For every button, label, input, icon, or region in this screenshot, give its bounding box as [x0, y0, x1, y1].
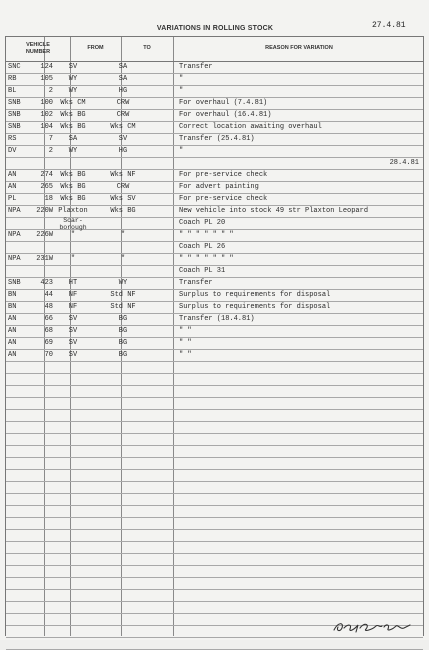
- vehicle-number: 100: [40, 99, 53, 107]
- vehicle-number: 68: [44, 327, 53, 335]
- vehicle-number: 7: [48, 135, 53, 143]
- to-location: ": [120, 255, 126, 263]
- vehicle-number: 226W: [36, 231, 53, 239]
- from-location: ": [70, 255, 76, 263]
- to-location: Std NF: [110, 291, 136, 299]
- vehicle-code: PL: [8, 195, 17, 203]
- reason-text: " ": [179, 327, 192, 335]
- column-header-to: TO: [143, 45, 151, 51]
- vehicle-code: SNB: [8, 279, 21, 287]
- reason-text: " ": [179, 351, 192, 359]
- reason-text: New vehicle into stock 49 str Plaxton Leopard: [179, 207, 369, 215]
- from-location: WY: [68, 75, 78, 83]
- reason-text: " ": [179, 339, 192, 347]
- to-location: HG: [118, 87, 128, 95]
- reason-text: For advert painting: [179, 183, 259, 191]
- variations-table: [5, 36, 424, 636]
- table-row: [6, 637, 423, 650]
- to-location: HG: [118, 147, 128, 155]
- vehicle-code: SNB: [8, 123, 21, 131]
- reason-text: For pre-service check: [179, 171, 268, 179]
- column-header-reason: REASON FOR VARIATION: [265, 45, 333, 51]
- to-location: CRW: [116, 99, 130, 107]
- vehicle-code: BN: [8, 303, 17, 311]
- from-location: SV: [68, 339, 78, 347]
- reason-text: Surplus to requirements for disposal: [179, 303, 331, 311]
- vehicle-code: NPA: [8, 231, 21, 239]
- reason-text: ": [179, 87, 184, 95]
- reason-text: " " " " " " ": [179, 231, 234, 239]
- reason-text: Coach PL 20: [179, 219, 226, 227]
- reason-text: ": [179, 75, 184, 83]
- reason-text: ": [179, 147, 184, 155]
- vehicle-code: AN: [8, 171, 17, 179]
- to-location: WY: [118, 279, 128, 287]
- reason-text: Coach PL 31: [179, 267, 226, 275]
- vehicle-code: NPA: [8, 255, 21, 263]
- to-location: Wks SV: [110, 195, 136, 203]
- to-location: Wks BG: [110, 207, 136, 215]
- from-location: SV: [68, 315, 78, 323]
- reason-text: Coach PL 26: [179, 243, 226, 251]
- document-title: VARIATIONS IN ROLLING STOCK: [156, 25, 274, 32]
- reason-text: " " " " " " ": [179, 255, 234, 263]
- vehicle-number: 423: [40, 279, 53, 287]
- reason-text: Transfer: [179, 63, 213, 71]
- to-location: CRW: [116, 111, 130, 119]
- from-location: Wks BG: [60, 171, 86, 179]
- from-location: ": [70, 231, 76, 239]
- to-location: SA: [118, 75, 128, 83]
- to-location: SA: [118, 63, 128, 71]
- from-location: NF: [68, 303, 78, 311]
- vehicle-code: BL: [8, 87, 17, 95]
- vehicle-number: 265: [40, 183, 53, 191]
- from-location: SV: [68, 351, 78, 359]
- vehicle-code: NPA: [8, 207, 21, 215]
- vehicle-number: 124: [40, 63, 53, 71]
- vehicle-code: SNC: [8, 63, 21, 71]
- vehicle-number: 2: [48, 147, 53, 155]
- to-location: Wks CM: [110, 123, 136, 131]
- vehicle-code: SNB: [8, 111, 21, 119]
- to-location: BG: [118, 315, 128, 323]
- vehicle-number: 104: [40, 123, 53, 131]
- vehicle-code: RS: [8, 135, 17, 143]
- vehicle-code: RB: [8, 75, 17, 83]
- document-date: 27.4.81: [372, 21, 406, 30]
- from-location: Plaxton: [58, 207, 88, 215]
- to-location: BG: [118, 339, 128, 347]
- from-location: WY: [68, 87, 78, 95]
- reason-text: Transfer (18.4.81): [179, 315, 255, 323]
- handwritten-signature: [330, 616, 420, 636]
- from-location: WY: [68, 147, 78, 155]
- to-location: CRW: [116, 183, 130, 191]
- vehicle-number: 102: [40, 111, 53, 119]
- vehicle-number: 274: [40, 171, 53, 179]
- reason-text: Transfer: [179, 279, 213, 287]
- reason-text: Correct location awaiting overhaul: [179, 123, 322, 131]
- vehicle-number: 44: [44, 291, 53, 299]
- to-location: SV: [118, 135, 128, 143]
- vehicle-code: AN: [8, 315, 17, 323]
- to-location: BG: [118, 351, 128, 359]
- from-location: Wks BG: [60, 195, 86, 203]
- vehicle-number: 220W: [36, 207, 53, 215]
- vehicle-code: AN: [8, 327, 17, 335]
- vehicle-number: 18: [44, 195, 53, 203]
- vehicle-code: AN: [8, 339, 17, 347]
- reason-text: For overhaul (16.4.81): [179, 111, 272, 119]
- vehicle-code: BN: [8, 291, 17, 299]
- vehicle-number: 231W: [36, 255, 53, 263]
- to-location: Std NF: [110, 303, 136, 311]
- table-header: [6, 37, 423, 62]
- vehicle-number: 2: [48, 87, 53, 95]
- from-location: Wks BG: [60, 111, 86, 119]
- from-location: SV: [68, 327, 78, 335]
- to-location: ": [120, 231, 126, 239]
- to-location: Wks NF: [110, 171, 136, 179]
- vehicle-number: 69: [44, 339, 53, 347]
- from-location: Wks BG: [60, 183, 86, 191]
- from-location: SV: [68, 63, 78, 71]
- to-location: BG: [118, 327, 128, 335]
- vehicle-number: 66: [44, 315, 53, 323]
- vehicle-code: AN: [8, 351, 17, 359]
- vehicle-number: 48: [44, 303, 53, 311]
- from-location: HT: [68, 279, 78, 287]
- vehicle-number: 70: [44, 351, 53, 359]
- from-location: Wks BG: [60, 123, 86, 131]
- column-header-vehicle: VEHICLE NUMBER: [25, 42, 51, 55]
- vehicle-code: SNB: [8, 99, 21, 107]
- vehicle-code: AN: [8, 183, 17, 191]
- column-header-from: FROM: [87, 45, 104, 51]
- reason-text: Transfer (25.4.81): [179, 135, 255, 143]
- from-location: SA: [68, 135, 78, 143]
- from-location: NF: [68, 291, 78, 299]
- reason-text: For pre-service check: [179, 195, 268, 203]
- from-location: Scar- borough: [59, 217, 87, 231]
- section-date: 28.4.81: [389, 159, 419, 167]
- from-location: Wks CM: [60, 99, 86, 107]
- reason-text: Surplus to requirements for disposal: [179, 291, 331, 299]
- reason-text: For overhaul (7.4.81): [179, 99, 268, 107]
- vehicle-code: DV: [8, 147, 17, 155]
- vehicle-number: 105: [40, 75, 53, 83]
